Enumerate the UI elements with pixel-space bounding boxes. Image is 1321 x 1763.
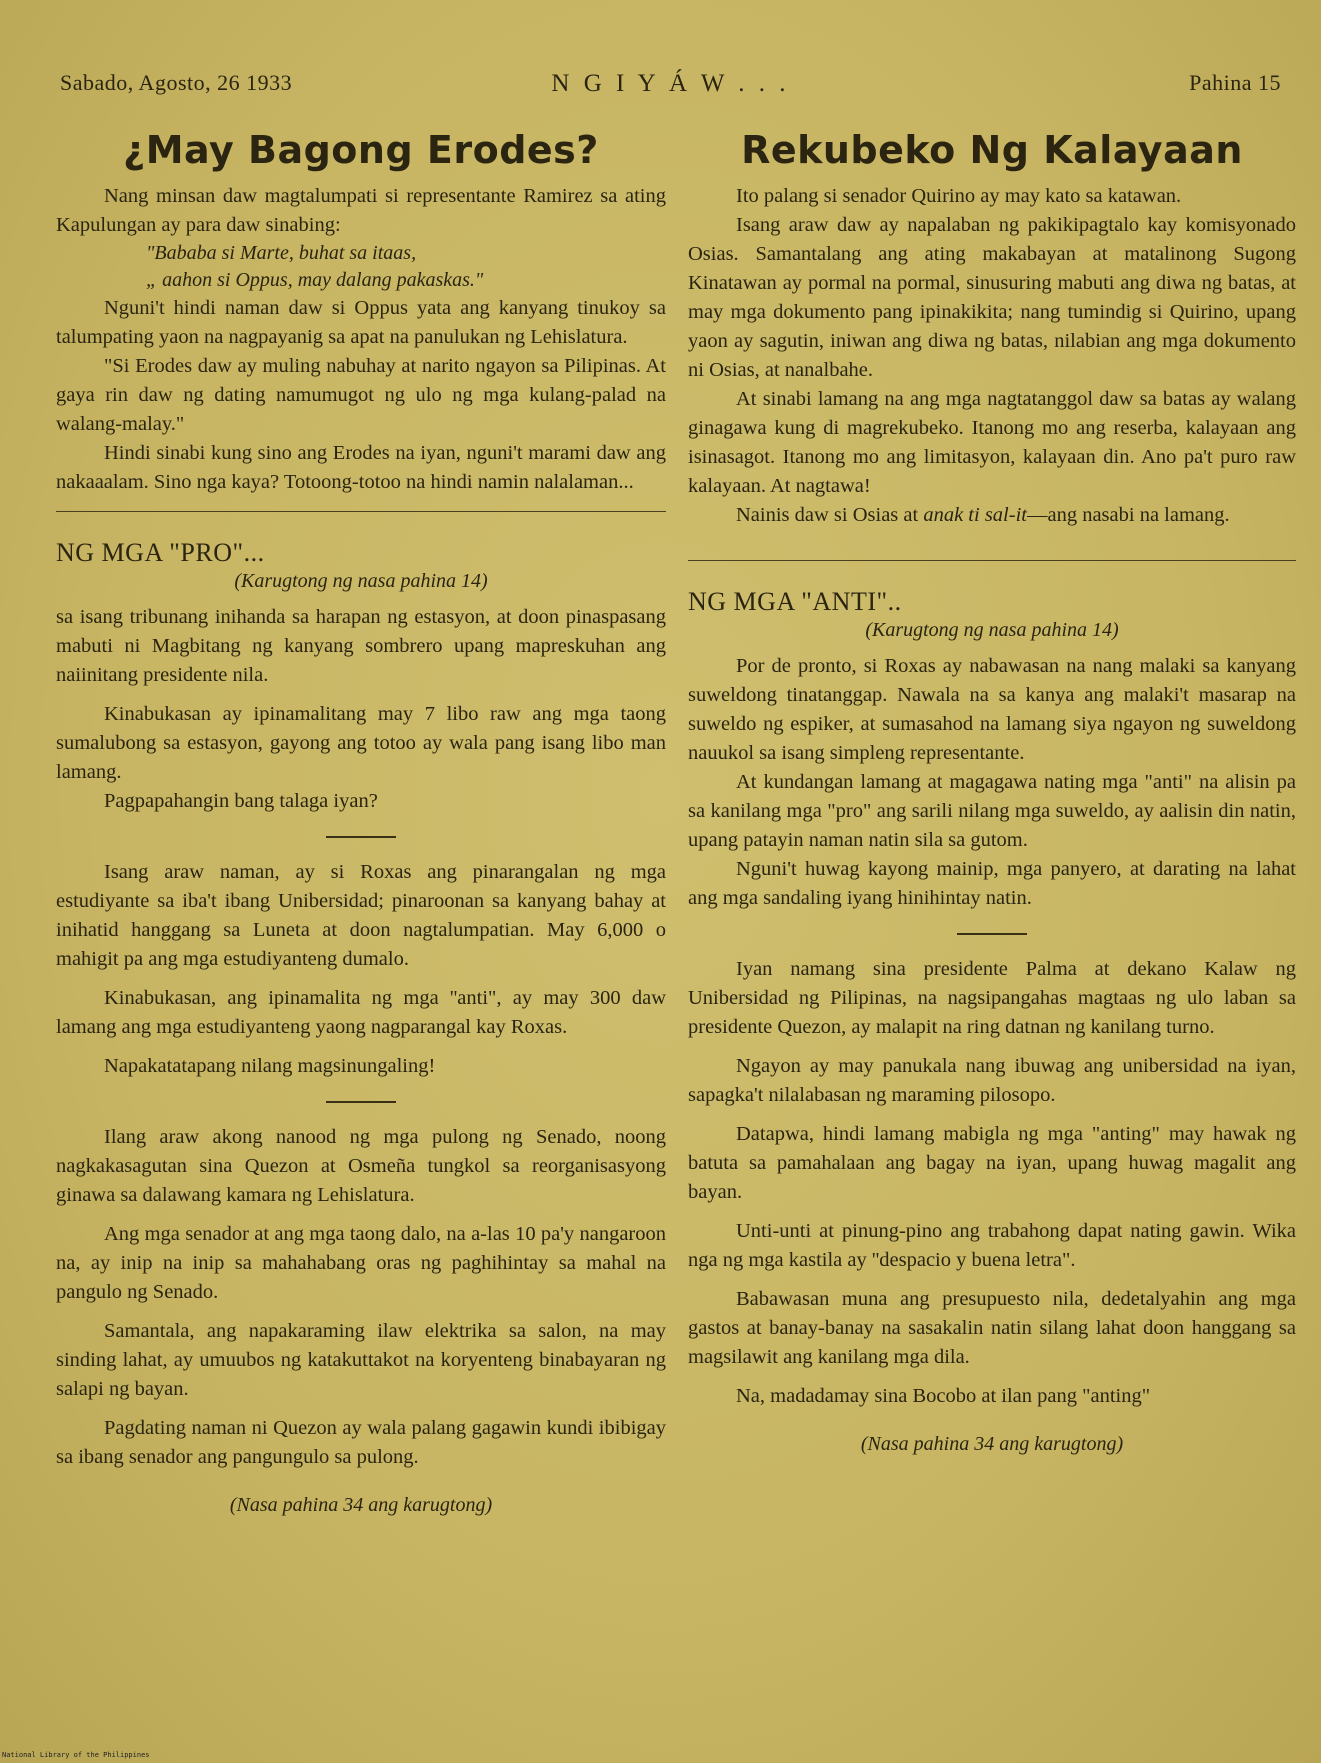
paragraph: Unti-unti at pinung-pino ang trabahong dapat nating gawin. Wika nga ng mga kastila ay ''despacio y buena letra".: [688, 1220, 1296, 1271]
paragraph: Datapwa, hindi lamang mabigla ng mga "anting" may hawak ng batuta sa pamahalaan ang bagay na iyan, upang huwag magalit ang bayan.: [688, 1123, 1296, 1203]
paragraph: Pagpapahangin bang talaga iyan?: [104, 790, 378, 812]
continued-note: (Karugtong ng nasa pahina 14): [865, 619, 1119, 641]
paragraph: sa isang tribunang inihanda sa harapan ng estasyon, at doon pinaspasang mabuti ni Magbitang ng kanyang sombrero upang mapreskuhan ang naiinitang presidente nila.: [56, 606, 666, 686]
library-credit: National Library of the Philippines: [2, 1751, 150, 1759]
issue-date: Sabado, Agosto, 26 1933: [60, 70, 293, 95]
left-column: [56, 120, 666, 1517]
section-title-pro: NG MGA "PRO"...: [56, 538, 265, 567]
page-header: [60, 70, 1281, 106]
divider: [326, 1101, 396, 1103]
paragraph: "Si Erodes daw ay muling nabuhay at narito ngayon sa Pilipinas. At gaya rin daw ng dating namumugot ng ulo ng mga kulang-palad na walang-malay.": [56, 355, 666, 435]
paragraph: Hindi sinabi kung sino ang Erodes na iyan, nguni't marami daw ang nakaaalam. Sino nga kaya? Totoong-totoo na hindi namin nalalaman...: [56, 442, 666, 493]
divider: [56, 511, 666, 512]
divider: [688, 560, 1296, 561]
paragraph: [688, 501, 1296, 530]
headline-may-bagong-erodes: ¿May Bagong Erodes?: [123, 128, 599, 172]
paragraph: Babawasan muna ang presupuesto nila, dedetalyahin ang mga gastos at banay-banay na sasakalin natin silang lahat doon hanggang sa magsilawit ang kanilang mga dila.: [688, 1288, 1296, 1368]
paragraph: Isang araw daw ay napalaban ng pakikipagtalo kay komisyonado Osias. Samantalang ang ating makabayan at matalinong Sugong Kinatawan ay pormal na pormal, sinusuring mabuti ang diwa ng batas, at may mga dokumento pang ipinakikita; nang tumindig si Quirino, upang yaon ay sagutin, iniwan ang diwa ng batas, nilabian ang mga dokumento ni Osias, at nanalbahe.: [688, 214, 1296, 381]
text-run: Nainis daw si Osias at: [736, 504, 924, 526]
paragraph: Nguni't hindi naman daw si Oppus yata ang kanyang tinukoy sa talumpating yaon na nagpayanig sa apat na panulukan ng Lehislatura.: [56, 297, 666, 348]
paragraph: At kundangan lamang at magagawa nating mga "anti" na alisin pa sa kanilang mga "pro" ang sarili nilang mga suweldo, ay aalisin din natin, upang patayin naman natin sila sa gutom.: [688, 771, 1296, 851]
paragraph: Nang minsan daw magtalumpati si representante Ramirez sa ating Kapulungan ay para daw sinabing:: [56, 185, 666, 236]
paragraph: Napakatatapang nilang magsinungaling!: [104, 1055, 436, 1077]
paragraph: Ngayon ay may panukala nang ibuwag ang unibersidad na iyan, sapagka't nilalabasan ng maraming pilosopo.: [688, 1055, 1296, 1106]
paragraph: Kinabukasan ay ipinamalitang may 7 libo raw ang mga taong sumalubong sa estasyon, gayong ang totoo ay wala pang isang libo man lamang.: [56, 703, 666, 783]
divider: [957, 933, 1027, 935]
paragraph: Kinabukasan, ang ipinamalita ng mga ''anti", ay may 300 daw lamang ang mga estudiyanteng yaong nagparangal kay Roxas.: [56, 987, 666, 1038]
page-number: Pahina 15: [1189, 70, 1281, 95]
paragraph: At sinabi lamang na ang mga nagtatanggol daw sa batas ay walang ginagawa kung di magrekubeko. Itanong mo ang reserba, kalayaan ang isinasagot. Itanong mo ang limitasyon, kalayaan din. Ano pa't puro raw kalayaan. At nagtawa!: [688, 388, 1296, 497]
text-run: —ang nasabi na lamang.: [1026, 504, 1230, 526]
verse-line: "Bababa si Marte, buhat sa itaas,: [146, 242, 417, 264]
italic-phrase: anak ti sal-it: [923, 504, 1027, 526]
paragraph: Nguni't huwag kayong mainip, mga panyero, at darating na lahat ang mga sandaling iyang hinihintay natin.: [688, 858, 1296, 909]
section-title-anti: NG MGA "ANTI"..: [688, 587, 902, 616]
headline-rekubeko-ng-kalayaan: Rekubeko Ng Kalayaan: [741, 128, 1243, 172]
paragraph: Iyan namang sina presidente Palma at dekano Kalaw ng Unibersidad ng Pilipinas, na nagsipangahas magtaas ng ulo laban sa presidente Quezon, ay malapit na ring datnan ng kanilang turno.: [688, 958, 1296, 1038]
masthead: N G I Y Á W . . .: [551, 70, 790, 97]
continuation-note: (Nasa pahina 34 ang karugtong): [229, 1494, 493, 1516]
continuation-note: (Nasa pahina 34 ang karugtong): [860, 1433, 1124, 1455]
paragraph: Pagdating naman ni Quezon ay wala palang gagawin kundi ibibigay sa ibang senador ang pangungulo sa pulong.: [56, 1417, 666, 1468]
paragraph: Samantala, ang napakaraming ilaw elektrika sa salon, na may sinding lahat, ay umuubos ng katakuttakot na koryenteng binabayaran ng salapi ng bayan.: [56, 1320, 666, 1400]
paragraph: Isang araw naman, ay si Roxas ang pinarangalan ng mga estudiyante sa iba't ibang Unibersidad; pinaroonan sa kanyang bahay at inihatid hanggang sa Luneta at doon nagtalumpatian. May 6,000 o mahigit pa ang mga estudiyanteng dumalo.: [56, 861, 666, 970]
paragraph: Na, madadamay sina Bocobo at ilan pang "anting": [736, 1385, 1151, 1407]
divider: [326, 836, 396, 838]
paragraph: Ilang araw akong nanood ng mga pulong ng Senado, noong nagkakasagutan sina Quezon at Osmeña tungkol sa reorganisasyong ginawa sa dalawang kamara ng Lehislatura.: [56, 1126, 666, 1206]
paragraph: Ito palang si senador Quirino ay may kato sa katawan.: [736, 185, 1182, 207]
right-column: [688, 120, 1296, 1456]
paragraph: Ang mga senador at ang mga taong dalo, na a-las 10 pa'y nangaroon na, ay inip na inip sa mahahabang oras ng paghihintay sa mahal na pangulo ng Senado.: [56, 1223, 666, 1303]
continued-note: (Karugtong ng nasa pahina 14): [234, 570, 488, 592]
paragraph: Por de pronto, si Roxas ay nabawasan na nang malaki sa kanyang suweldong tinatanggap. Nawala na sa kanya ang malaki't masarap na suweldo ng espiker, at sumasahod na lamang siya ngayon ng suweldong nauukol sa isang simpleng representante.: [688, 655, 1296, 764]
verse-line: „ aahon si Oppus, may dalang pakaskas.": [146, 269, 484, 291]
